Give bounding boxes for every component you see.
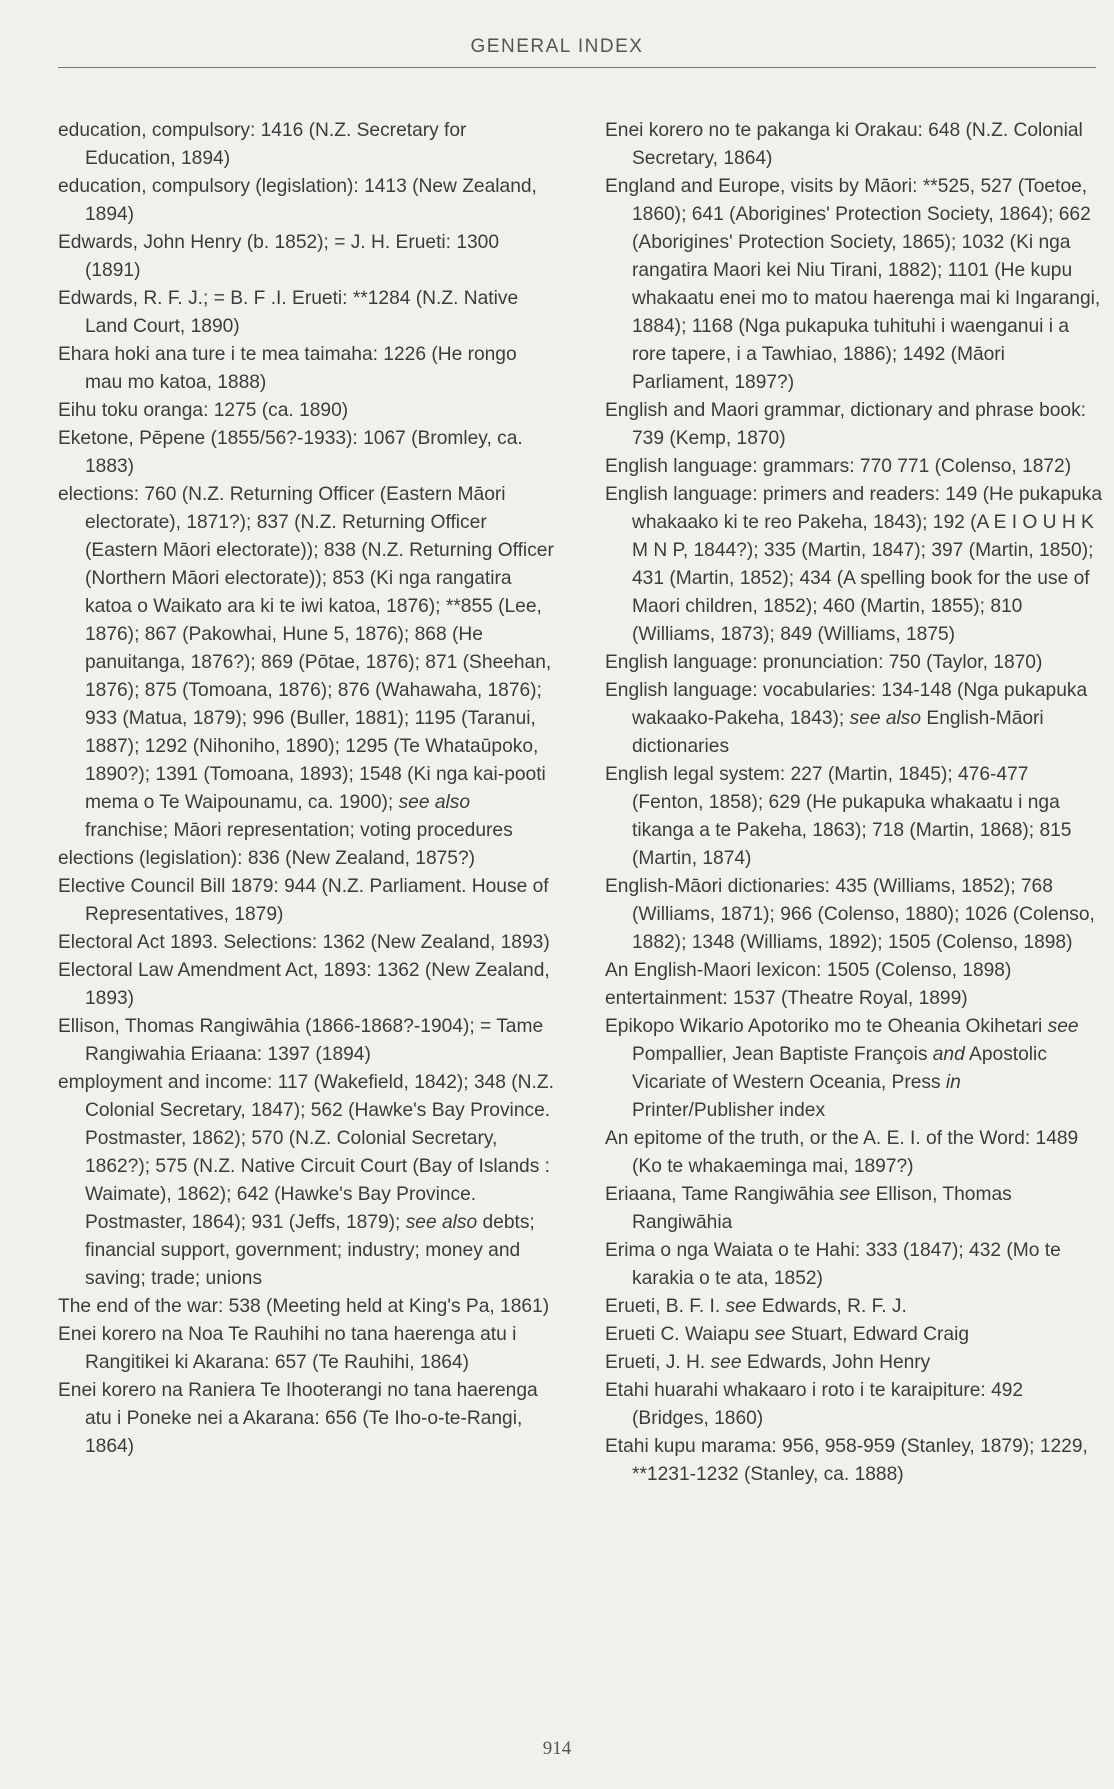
index-entry: English language: primers and readers: 149 (He pukapuka whakaako ki te reo Pakeha, 1843); 192 (A E I O U H K M N P, 1844?); 335 (Martin, 1847); 397 (Martin, 1850); 431 (Martin, 1852); 434 (A spelling book for the use of Maori children, 1852); 460 (Martin, 1855); 810 (Williams, 1873); 849 (Williams, 1875) xyxy=(605,484,1103,645)
index-entry-erueti-c xyxy=(605,1321,1105,1349)
index-entry: Enei korero na Noa Te Rauhihi no tana haerenga atu i Rangitikei ki Akarana: 657 (Te Rauhihi, 1864) xyxy=(58,1324,517,1373)
see-also-text: franchise; Māori representation; voting procedures xyxy=(85,820,513,841)
see-label: see xyxy=(725,1296,757,1317)
index-entry: The end of the war: 538 (Meeting held at King's Pa, 1861) xyxy=(58,1296,550,1317)
index-entry-vocabularies xyxy=(605,677,1105,761)
index-entry: education, compulsory: 1416 (N.Z. Secretary for Education, 1894) xyxy=(58,120,467,169)
index-entry: England and Europe, visits by Māori: **525, 527 (Toetoe, 1860); 641 (Aborigines' Protection Society, 1864); 662 (Aborigines' Protection Society, 1865); 1032 (Ki nga rangatira Maori kei Niu Tirani, 1882); 1101 (He kupu whakaatu enei mo to matou haerenga mai ki Ingarangi, 1884); 1168 (Nga pukapuka tuhituhi i waenganui i a rore tapere, i a Tawhiao, 1886); 1492 (Māori Parliament, 1897?) xyxy=(605,176,1101,393)
see-also-label: see also xyxy=(849,708,922,729)
entry-text: Erueti C. Waiapu xyxy=(605,1324,755,1345)
see-label: see xyxy=(839,1184,871,1205)
entry-text: employment and income: 117 (Wakefield, 1842); 348 (N.Z. Colonial Secretary, 1847); 562 (Hawke's Bay Province. Postmaster, 1862); 570 (N.Z. Colonial Secretary, 1862?); 575 (N.Z. Native Circuit Court (Bay of Islands : Waimate), 1862); 642 (Hawke's Bay Province. Postmaster, 1864); 931 (Jeffs, 1879); xyxy=(58,1072,554,1233)
index-entry: Enei korero na Raniera Te Ihooterangi no tana haerenga atu i Poneke nei a Akarana: 656 (Te Iho-o-te-Rangi, 1864) xyxy=(58,1380,538,1457)
entry-text: Epikopo Wikario Apotoriko mo te Oheania Okihetari xyxy=(605,1016,1048,1037)
index-entry: Electoral Act 1893. Selections: 1362 (New Zealand, 1893) xyxy=(58,932,550,953)
in-label: in xyxy=(945,1072,961,1093)
index-entry: Etahi huarahi whakaaro i roto i te karaipiture: 492 (Bridges, 1860) xyxy=(605,1380,1024,1429)
see-label: see xyxy=(1047,1016,1079,1037)
see-also-text: English-Māori dictionaries xyxy=(632,708,1044,757)
index-entry-epikopo xyxy=(605,1013,1105,1125)
index-column-right xyxy=(605,117,1105,1489)
index-entry-elections xyxy=(58,481,558,845)
index-entry: English language: grammars: 770 771 (Colenso, 1872) xyxy=(605,456,1072,477)
index-entry: Eihu toku oranga: 1275 (ca. 1890) xyxy=(58,400,349,421)
index-entry: Edwards, R. F. J.; = B. F .I. Erueti: **1284 (N.Z. Native Land Court, 1890) xyxy=(58,288,519,337)
see-text: Edwards, John Henry xyxy=(741,1352,931,1373)
index-entry: Elective Council Bill 1879: 944 (N.Z. Parliament. House of Representatives, 1879) xyxy=(58,876,549,925)
index-entry: Electoral Law Amendment Act, 1893: 1362 (New Zealand, 1893) xyxy=(58,960,550,1009)
entry-text: Eriaana, Tame Rangiwāhia xyxy=(605,1184,840,1205)
running-header: GENERAL INDEX xyxy=(470,36,644,57)
see-text: Pompallier, Jean Baptiste François xyxy=(632,1044,933,1065)
see-also-label: see also xyxy=(405,1212,478,1233)
index-column-left xyxy=(58,117,558,1461)
index-entry-employment xyxy=(58,1069,558,1293)
index-entry: elections (legislation): 836 (New Zealand, 1875?) xyxy=(58,848,476,869)
entry-text: Erueti, B. F. I. xyxy=(605,1296,726,1317)
index-entry: Edwards, John Henry (b. 1852); = J. H. Erueti: 1300 (1891) xyxy=(58,232,500,281)
index-entry: education, compulsory (legislation): 1413 (New Zealand, 1894) xyxy=(58,176,537,225)
index-entry-erueti-jh xyxy=(605,1349,1105,1377)
index-entry: English legal system: 227 (Martin, 1845); 476-477 (Fenton, 1858); 629 (He pukapuka whakaatu i nga tikanga a te Pakeha, 1863); 718 (Martin, 1868); 815 (Martin, 1874) xyxy=(605,764,1072,869)
see-text: Apostolic Vicariate of Western Oceania, Press xyxy=(632,1044,1047,1093)
index-entry: English language: pronunciation: 750 (Taylor, 1870) xyxy=(605,652,1043,673)
index-entry: Ellison, Thomas Rangiwāhia (1866-1868?-1904); = Tame Rangiwahia Eriaana: 1397 (1894) xyxy=(58,1016,544,1065)
entry-text: English language: vocabularies: 134-148 (Nga pukapuka wakaako-Pakeha, 1843); xyxy=(605,680,1088,729)
page-number: 914 xyxy=(542,1738,572,1759)
index-entry: entertainment: 1537 (Theatre Royal, 1899) xyxy=(605,988,968,1009)
see-label: see xyxy=(710,1352,742,1373)
index-entry: Erima o nga Waiata o te Hahi: 333 (1847); 432 (Mo te karakia o te ata, 1852) xyxy=(605,1240,1061,1289)
header-rule xyxy=(58,67,1096,68)
index-entry: Eketone, Pēpene (1855/56?-1933): 1067 (Bromley, ca. 1883) xyxy=(58,428,523,477)
see-text: Ellison, Thomas Rangiwāhia xyxy=(632,1184,1012,1233)
index-entry-eriaana xyxy=(605,1181,1105,1237)
see-text: Stuart, Edward Craig xyxy=(785,1324,970,1345)
index-entry: English-Māori dictionaries: 435 (Williams, 1852); 768 (Williams, 1871); 966 (Colenso, 1880); 1026 (Colenso, 1882); 1348 (Williams, 1892); 1505 (Colenso, 1898) xyxy=(605,876,1095,953)
see-also-label: see also xyxy=(398,792,471,813)
index-entry: English and Maori grammar, dictionary and phrase book: 739 (Kemp, 1870) xyxy=(605,400,1087,449)
index-entry-erueti-bfi xyxy=(605,1293,1105,1321)
index-entry: Etahi kupu marama: 956, 958-959 (Stanley, 1879); 1229, **1231-1232 (Stanley, ca. 1888) xyxy=(605,1436,1088,1485)
entry-text: Erueti, J. H. xyxy=(605,1352,711,1373)
see-also-text: debts; financial support, government; industry; money and saving; trade; unions xyxy=(85,1212,535,1289)
index-entry: An English-Maori lexicon: 1505 (Colenso, 1898) xyxy=(605,960,1012,981)
see-text: Edwards, R. F. J. xyxy=(756,1296,907,1317)
entry-text: elections: 760 (N.Z. Returning Officer (Eastern Māori electorate), 1871?); 837 (N.Z. Returning Officer (Eastern Māori electorate)); 838 (N.Z. Returning Officer (Northern Māori electorate)); 853 (Ki nga rangatira katoa o Waikato ara ki te iwi katoa, 1876); **855 (Lee, 1876); 867 (Pakowhai, Hune 5, 1876); 868 (He panuitanga, 1876?); 869 (Pōtae, 1876); 871 (Sheehan, 1876); 875 (Tomoana, 1876); 876 (Wahawaha, 1876); 933 (Matua, 1879); 996 (Buller, 1881); 1195 (Taranui, 1887); 1292 (Nihoniho, 1890); 1295 (Te Whataūpoko, 1890?); 1391 (Tomoana, 1893); 1548 (Ki nga kai-pooti mema o Te Waipounamu, ca. 1900); xyxy=(58,484,554,813)
see-text: Printer/Publisher index xyxy=(632,1100,826,1121)
index-entry: Enei korero no te pakanga ki Orakau: 648 (N.Z. Colonial Secretary, 1864) xyxy=(605,120,1083,169)
index-entry: An epitome of the truth, or the A. E. I. of the Word: 1489 (Ko te whakaeminga mai, 1897?) xyxy=(605,1128,1079,1177)
see-label: see xyxy=(754,1324,786,1345)
index-entry: Ehara hoki ana ture i te mea taimaha: 1226 (He rongo mau mo katoa, 1888) xyxy=(58,344,517,393)
and-label: and xyxy=(932,1044,965,1065)
